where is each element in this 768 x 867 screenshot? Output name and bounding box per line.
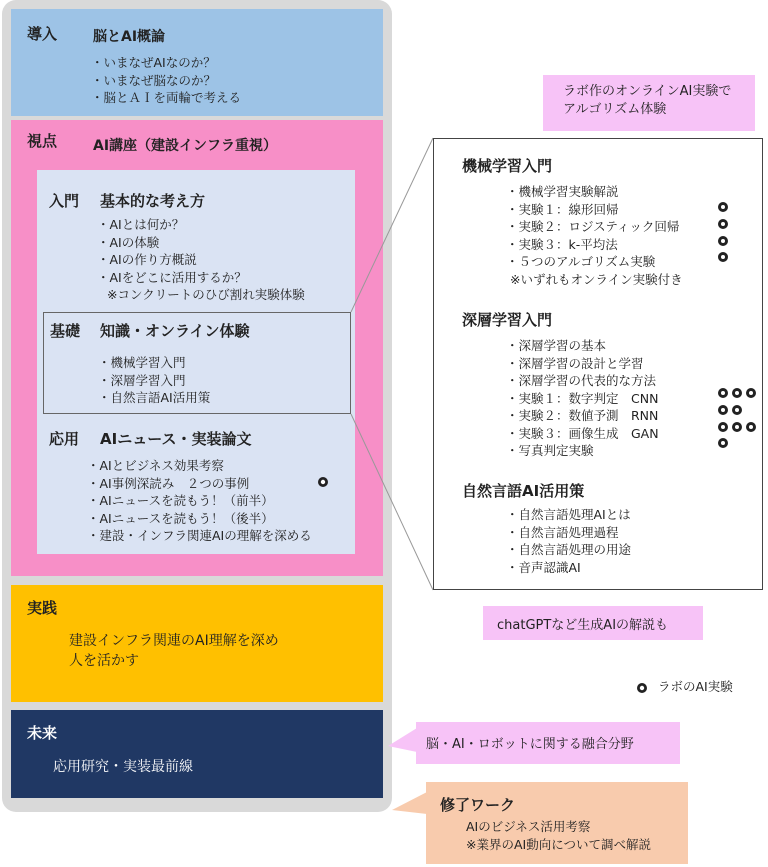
list-item: ・建設・インフラ関連AIの理解を深める — [87, 528, 312, 543]
future-text: 応用研究・実装最前線 — [53, 759, 193, 775]
list-item: ・音声認識AI — [506, 559, 581, 575]
completion-callout-pointer — [392, 790, 428, 820]
chatgpt-callout — [483, 606, 703, 640]
fusion-callout-pointer — [388, 720, 418, 760]
list-item: ・実験１：数字判定 CNN — [506, 390, 659, 406]
future-label: 未来 — [27, 724, 58, 742]
list-note: ※コンクリートのひび割れ実験体験 — [107, 287, 305, 302]
application-label: 応用 — [49, 430, 80, 448]
lab-callout — [543, 75, 755, 131]
list-item: ・深層学習の基本 — [506, 338, 607, 353]
practice-line: 人を活かす — [69, 653, 139, 669]
basic-title: 基本的な考え方 — [100, 192, 206, 210]
intro-label: 導入 — [27, 25, 58, 43]
viewpoint-title: AI講座（建設インフラ重視） — [93, 138, 278, 154]
list-item: ・AIとは何か？ — [97, 217, 185, 232]
list-item: ・AIをどこに活用するか？ — [97, 269, 247, 285]
list-note: ※いずれもオンライン実験付き — [510, 271, 683, 287]
list-item: ・自然言語処理AIとは — [506, 507, 631, 522]
legend-label: ラボのAI実験 — [657, 679, 733, 694]
foundation-title: 知識・オンライン体験 — [100, 322, 250, 340]
list-item: ・写真判定実験 — [506, 443, 594, 458]
list-item: ・深層学習入門 — [98, 372, 186, 388]
viewpoint-label: 視点 — [27, 132, 58, 150]
list-item: ・AIニュースを読もう！（後半） — [87, 510, 274, 526]
foundation-label: 基礎 — [50, 322, 81, 340]
list-item: ・AIとビジネス効果考察 — [87, 458, 224, 473]
application-title: AIニュース・実装論文 — [100, 430, 252, 448]
practice-label: 実践 — [27, 599, 58, 617]
practice-line: 建設インフラ関連のAI理解を深め — [69, 633, 279, 649]
list-item: ・AI事例深読み ２つの事例 — [87, 475, 250, 491]
callout-text: chatGPTなど生成AIの解説も — [497, 618, 669, 633]
list-item: ・機械学習入門 — [98, 355, 186, 370]
callout-line: ラボ作のオンラインAI実験で — [563, 84, 732, 99]
completion-title: 修了ワーク — [440, 796, 516, 814]
completion-text — [466, 818, 651, 854]
list-item: ・５つのアルゴリズム実験 — [506, 254, 656, 269]
list-item: ・実験２：数値予測 RNN — [506, 408, 659, 423]
list-item: ・自然言語処理過程 — [506, 524, 619, 540]
completion-line: ※業界のAI動向について調べ解説 — [466, 837, 651, 852]
list-item: ・脳とＡＩを両輪で考える — [91, 90, 242, 105]
basic-label: 入門 — [49, 192, 80, 210]
list-item: ・実験２：ロジスティック回帰 — [506, 219, 680, 234]
completion-box — [426, 782, 688, 864]
fusion-callout — [416, 722, 680, 764]
list-item: ・いまなぜ脳なのか？ — [91, 72, 217, 88]
list-item: ・実験３：k-平均法 — [506, 236, 618, 252]
list-item: ・深層学習の代表的な方法 — [506, 373, 657, 388]
lab-experiment-icon — [636, 682, 648, 694]
list-item: ・自然言語処理の用途 — [506, 542, 632, 557]
list-item: ・AIの作り方概説 — [97, 252, 197, 267]
list-item: ・実験３：画像生成 GAN — [506, 425, 659, 441]
completion-line: AIのビジネス活用考察 — [466, 819, 591, 834]
list-item: ・深層学習の設計と学習 — [506, 355, 644, 371]
callout-line: アルゴリズム体験 — [563, 102, 667, 117]
list-item: ・AIニュースを読もう！（前半） — [87, 493, 274, 508]
ml-title: 機械学習入門 — [462, 157, 553, 175]
list-item: ・いまなぜAIなのか？ — [91, 55, 216, 70]
list-item: ・AIの体験 — [97, 234, 160, 250]
callout-text: 脳・AI・ロボットに関する融合分野 — [426, 737, 634, 752]
intro-title: 脳とAI概論 — [93, 29, 166, 45]
dl-title: 深層学習入門 — [462, 311, 553, 329]
list-item: ・実験１：線形回帰 — [506, 201, 619, 217]
list-item: ・機械学習実験解説 — [506, 184, 619, 199]
legend — [636, 677, 756, 695]
nlp-title: 自然言語AI活用策 — [462, 482, 585, 500]
list-item: ・自然言語AI活用策 — [98, 390, 211, 405]
